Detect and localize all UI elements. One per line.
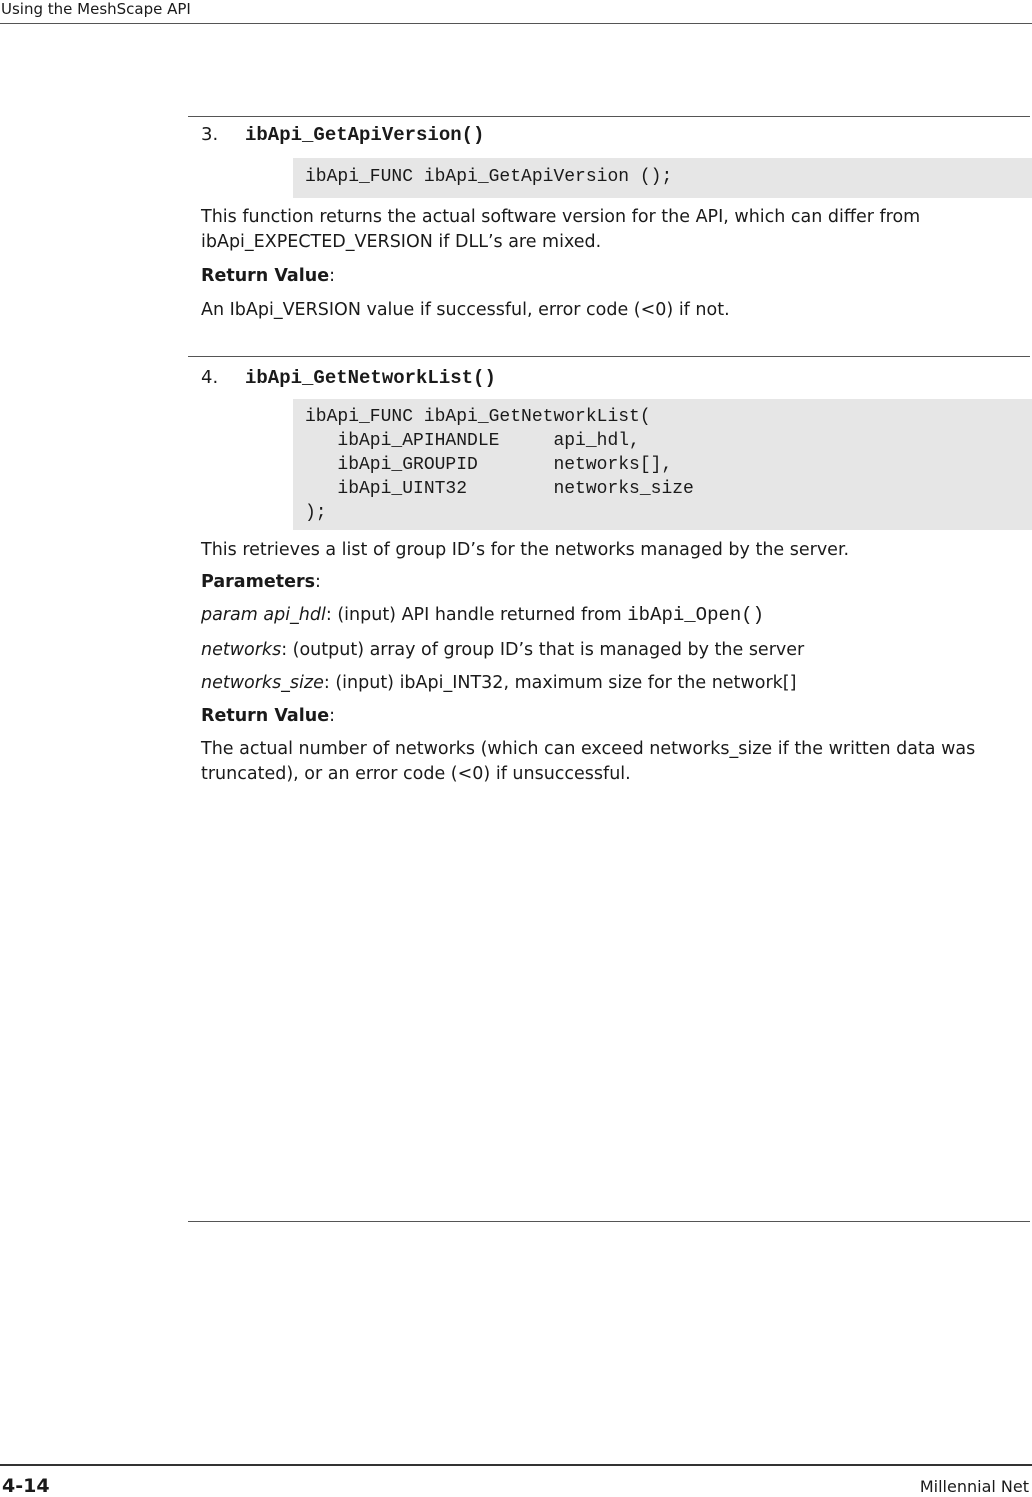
code-block	[293, 399, 1032, 530]
section-heading	[201, 123, 484, 147]
running-header-title: Using the MeshScape API	[1, 0, 191, 18]
parameters-heading: Parameters:	[201, 572, 321, 592]
footer-rule	[0, 1464, 1032, 1466]
section-heading	[201, 366, 496, 390]
code-line: ibApi_FUNC ibApi_GetApiVersion ();	[305, 167, 673, 187]
return-value-text: An IbApi_VERSION value if successful, error code (<0) if not.	[201, 300, 730, 320]
return-value-heading: Return Value:	[201, 266, 335, 286]
section-number: 3.	[201, 124, 219, 145]
parameter-item	[201, 671, 1021, 696]
section-divider	[188, 1221, 1030, 1222]
footer-title: Millennial Net	[919, 1477, 1029, 1496]
function-name: ibApi_GetNetworkList()	[245, 367, 496, 389]
return-value-text: The actual number of networks (which can exceed networks_size if the written data was truncated), or an error code (<0) if unsuccessful.	[201, 739, 976, 784]
parameter-name: param api_hdl	[201, 605, 326, 625]
code-line: ibApi_APIHANDLE api_hdl,	[305, 431, 640, 451]
return-value-label: Return Value	[201, 266, 330, 286]
parameter-item	[201, 638, 1021, 663]
code-line: );	[305, 503, 327, 523]
parameter-text: : (input) ibApi_INT32, maximum size for the network[]	[323, 673, 797, 693]
parameter-name: networks	[201, 640, 282, 660]
code-block	[293, 158, 1032, 198]
parameter-code: ibApi_Open()	[627, 604, 765, 626]
section-divider	[188, 356, 1030, 357]
function-name: ibApi_GetApiVersion()	[245, 124, 485, 146]
parameter-text: : (output) array of group ID’s that is managed by the server	[281, 640, 805, 660]
page-number: 4-14	[2, 1475, 50, 1497]
parameter-item	[201, 603, 1021, 628]
code-line: ibApi_UINT32 networks_size	[305, 479, 694, 499]
parameter-text: : (input) API handle returned from	[325, 605, 628, 625]
return-value-label: Return Value	[201, 706, 330, 726]
code-line: ibApi_FUNC ibApi_GetNetworkList(	[305, 407, 651, 427]
section-number: 4.	[201, 367, 219, 388]
parameter-name: networks_size	[201, 673, 324, 693]
code-line: ibApi_GROUPID networks[],	[305, 455, 673, 475]
parameters-label: Parameters	[201, 572, 315, 592]
section-divider	[188, 116, 1030, 117]
function-description: This retrieves a list of group ID’s for the networks managed by the server.	[201, 540, 850, 560]
running-header	[0, 0, 1032, 24]
function-description: This function returns the actual software version for the API, which can differ from ibApi_EXPECTED_VERSION if DLL’s are mixed.	[201, 207, 921, 252]
return-value-heading: Return Value:	[201, 706, 335, 726]
